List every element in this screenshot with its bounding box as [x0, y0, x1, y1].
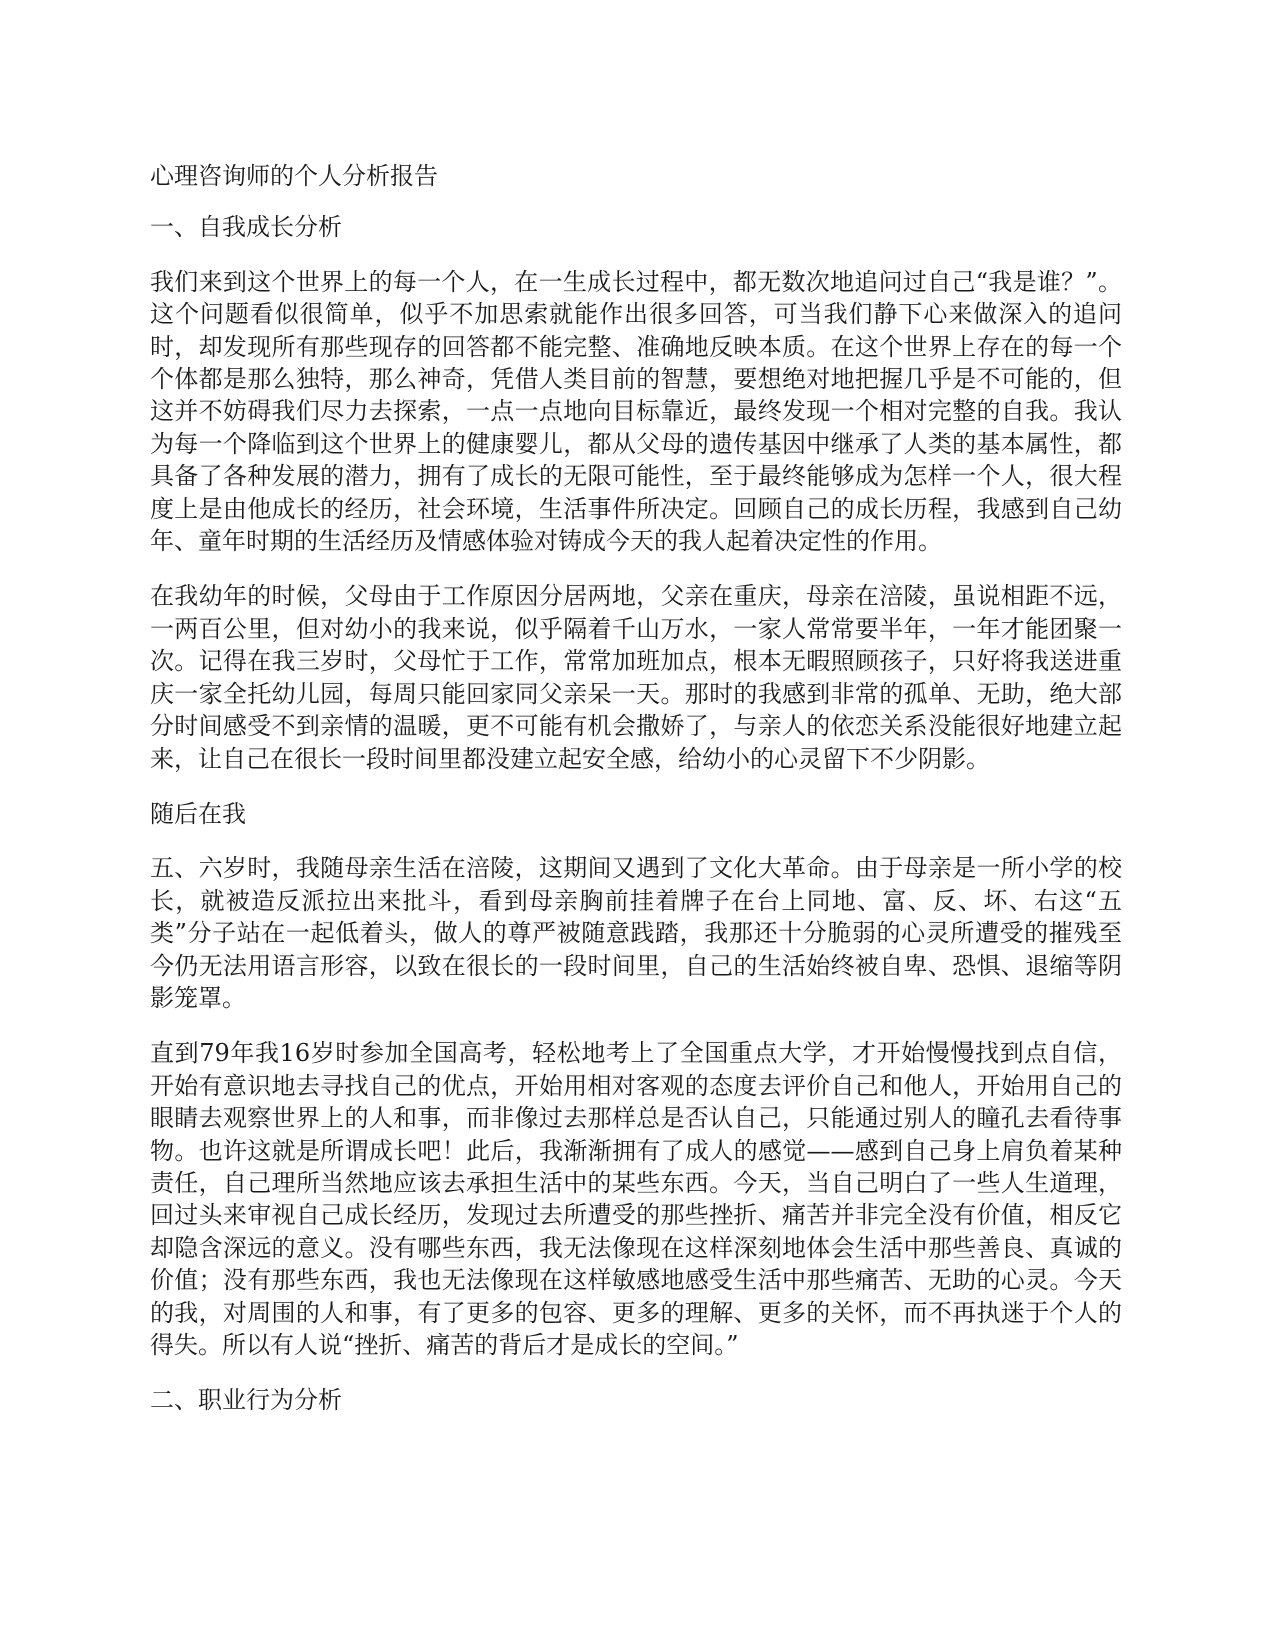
- paragraph-fragment: 随后在我: [150, 799, 246, 828]
- paragraph-cultural-revolution: 五、六岁时，我随母亲生活在涪陵，这期间又遇到了文化大革命。由于母亲是一所小学的校长，就被造反派拉出来批斗，看到母亲胸前挂着牌子在台上同地、富、反、坏、右这“五类”分子站在一起低着头，做人的尊严被随意践踏，我那还十分脆弱的心灵所遭受的摧残至今仍无法用语言形容，以致在很长的一段时间里，自己的生活始终被自卑、恐惧、退缩等阴影笼罩。: [150, 854, 1122, 1012]
- section-heading-self-growth: 一、自我成长分析: [150, 213, 342, 242]
- paragraph-early-childhood: 在我幼年的时候，父母由于工作原因分居两地，父亲在重庆，母亲在涪陵，虽说相距不远，一两百公里，但对幼小的我来说，似乎隔着千山万水，一家人常常要半年，一年才能团聚一次。记得在我三岁时，父母忙于工作，常常加班加点，根本无暇照顾孩子，只好将我送进重庆一家全托幼儿园，每周只能回家同父亲呆一天。那时的我感到非常的孤单、无助，绝大部分时间感受不到亲情的温暖，更不可能有机会撒娇了，与亲人的依恋关系没能很好地建立起来，让自己在很长一段时间里都没建立起安全感，给幼小的心灵留下不少阴影。: [150, 582, 1122, 773]
- paragraph-self-inquiry: 我们来到这个世界上的每一个人，在一生成长过程中，都无数次地追问过自己“我是谁？”。这个问题看似很简单，似乎不加思索就能作出很多回答，可当我们静下心来做深入的追问时，却发现所有那些现存的回答都不能完整、准确地反映本质。在这个世界上存在的每一个个体都是那么独特，那么神奇，凭借人类目前的智慧，要想绝对地把握几乎是不可能的，但这并不妨碍我们尽力去探索，一点一点地向目标靠近，最终发现一个相对完整的自我。我认为每一个降临到这个世界上的健康婴儿，都从父母的遗传基因中继承了人类的基本属性，都具备了各种发展的潜力，拥有了成长的无限可能性，至于最终能够成为怎样一个人，很大程度上是由他成长的经历，社会环境，生活事件所决定。回顾自己的成长历程，我感到自己幼年、童年时期的生活经历及情感体验对铸成今天的我人起着决定性的作用。: [150, 267, 1122, 556]
- paragraph-university-growth: 直到79年我16岁时参加全国高考，轻松地考上了全国重点大学，才开始慢慢找到点自信，开始有意识地去寻找自己的优点，开始用相对客观的态度去评价自己和他人，开始用自己的眼睛去观察世界上的人和事，而非像过去那样总是否认自己，只能通过别人的瞳孔去看待事物。也许这就是所谓成长吧！此后，我渐渐拥有了成人的感觉——感到自己身上肩负着某种责任，自己理所当然地应该去承担生活中的某些东西。今天，当自己明白了一些人生道理，回过头来审视自己成长经历，发现过去所遭受的那些挫折、痛苦并非完全没有价值，相反它却隐含深远的意义。没有哪些东西，我无法像现在这样深刻地体会生活中那些善良、真诚的价值；没有那些东西，我也无法像现在这样敏感地感受生活中那些痛苦、无助的心灵。今天的我，对周围的人和事，有了更多的包容、更多的理解、更多的关怀，而不再执迷于个人的得失。所以有人说“挫折、痛苦的背后才是成长的空间。”: [150, 1039, 1122, 1359]
- document-title: 心理咨询师的个人分析报告: [150, 162, 438, 190]
- document-body: [150, 160, 1122, 1439]
- section-heading-career-behavior: 二、职业行为分析: [150, 1386, 342, 1415]
